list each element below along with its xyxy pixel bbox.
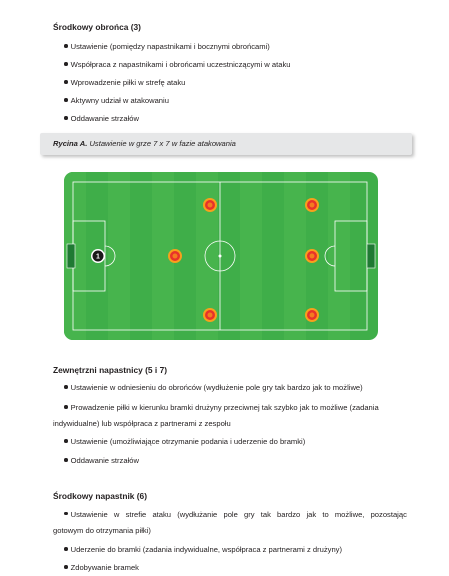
section-heading-center-back: Środkowy obrońca (3) bbox=[53, 22, 141, 32]
list-item: Wprowadzenie piłki w strefę ataku bbox=[64, 78, 185, 87]
word: Ustawienie bbox=[70, 510, 108, 519]
bullet-icon bbox=[64, 439, 68, 443]
bullet-icon bbox=[64, 116, 68, 120]
football-pitch-diagram bbox=[64, 172, 378, 340]
justified-text-line bbox=[71, 510, 407, 519]
list-item: Współpraca z napastnikami i obrońcami uczestniczącymi w ataku bbox=[64, 60, 290, 69]
list-item: Aktywny udział w atakowaniu bbox=[64, 96, 169, 105]
player-marker bbox=[305, 198, 319, 212]
list-item: Oddawanie strzałów bbox=[64, 456, 139, 465]
word: to bbox=[322, 510, 329, 519]
list-item: Oddawanie strzałów bbox=[64, 114, 139, 123]
caption-text: Ustawienie w grze 7 x 7 w fazie atakowania bbox=[87, 139, 236, 148]
figure-caption bbox=[40, 133, 412, 155]
word: streﬁe bbox=[125, 510, 147, 519]
section-heading-center-forward: Środkowy napastnik (6) bbox=[53, 491, 148, 501]
list-item: Uderzenie do bramki (zadania indywidualne, współpraca z partnerami z drużyny) bbox=[64, 545, 342, 554]
list-item: Ustawienie w odniesieniu do obrońców (wydłużenie pole gry tak bardzo jak to możliwe) bbox=[64, 383, 363, 392]
bullet-icon bbox=[64, 405, 68, 409]
player-marker bbox=[203, 308, 217, 322]
goalkeeper-marker bbox=[91, 249, 105, 263]
bullet-icon bbox=[64, 385, 68, 389]
list-item bbox=[64, 510, 407, 519]
list-item-continuation: indywidualne) lub współpraca z partnerami z zespołu bbox=[53, 419, 231, 428]
caption-label: Rycina A. bbox=[53, 139, 88, 148]
bullet-icon bbox=[64, 80, 68, 84]
player-marker bbox=[305, 249, 319, 263]
list-item: Ustawienie (pomiędzy napastnikami i bocznymi obrońcami) bbox=[64, 42, 270, 51]
bullet-icon bbox=[64, 565, 68, 569]
word: ataku bbox=[152, 510, 172, 519]
word: w bbox=[113, 510, 120, 519]
list-item: Zdobywanie bramek bbox=[64, 563, 139, 572]
word: pole bbox=[223, 510, 238, 519]
word: tak bbox=[260, 510, 271, 519]
bullet-icon bbox=[64, 512, 68, 516]
word: bardzo bbox=[277, 510, 301, 519]
word: pozostając bbox=[370, 510, 407, 519]
bullet-icon bbox=[64, 98, 68, 102]
list-item: Prowadzenie piłki w kierunku bramki drużyny przeciwnej tak szybko jak to możliwe (zadania bbox=[64, 403, 379, 412]
player-marker bbox=[203, 198, 217, 212]
right-goal bbox=[367, 244, 375, 268]
bullet-icon bbox=[64, 62, 68, 66]
bullet-icon bbox=[64, 458, 68, 462]
list-item: Ustawienie (umożliwiające otrzymanie podania i uderzenie do bramki) bbox=[64, 437, 305, 446]
word: jak bbox=[306, 510, 317, 519]
bullet-icon bbox=[64, 44, 68, 48]
word: możliwe, bbox=[334, 510, 365, 519]
player-marker bbox=[305, 308, 319, 322]
section-heading-wingers: Zewnętrzni napastnicy (5 i 7) bbox=[53, 365, 168, 375]
left-goal bbox=[67, 244, 75, 268]
word: (wydłużanie bbox=[177, 510, 218, 519]
list-item-continuation: gotowym do otrzymania piłki) bbox=[53, 526, 151, 535]
word: gry bbox=[244, 510, 255, 519]
bullet-icon bbox=[64, 547, 68, 551]
player-marker bbox=[168, 249, 182, 263]
svg-text:1: 1 bbox=[96, 253, 100, 261]
